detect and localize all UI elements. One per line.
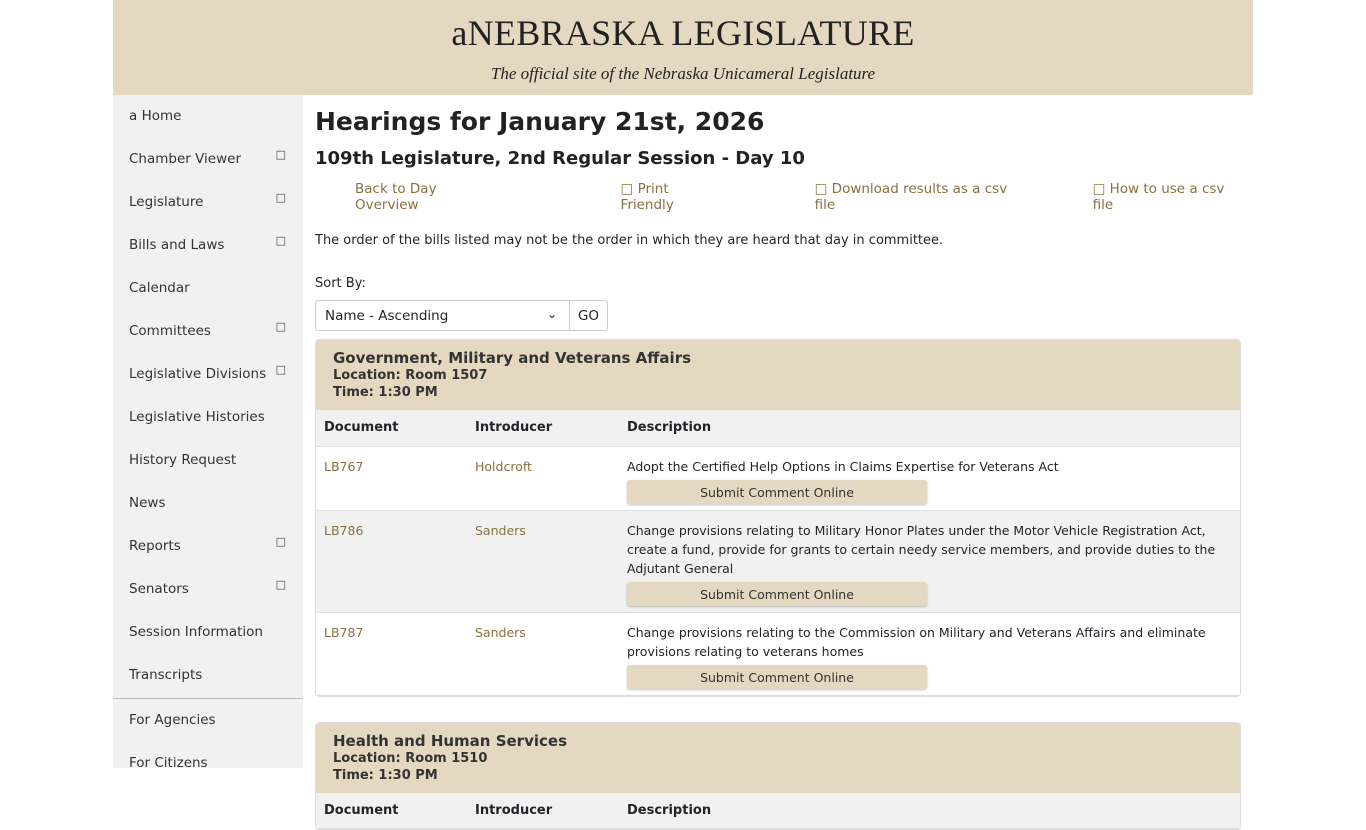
chevron-down-icon: □ (276, 148, 286, 161)
sidebar-item[interactable] (113, 699, 303, 742)
chevron-down-icon: □ (276, 320, 286, 333)
sidebar-item[interactable] (113, 396, 303, 439)
sidebar-item-label: Calendar (129, 280, 190, 296)
chevron-down-icon: □ (276, 234, 286, 247)
sidebar-item[interactable] (113, 568, 303, 611)
go-button[interactable]: GO (570, 300, 608, 331)
site-title[interactable]: aNEBRASKA LEGISLATURE (113, 12, 1253, 54)
committee-card (315, 722, 1241, 830)
sidebar-item-label: Session Information (129, 624, 263, 640)
chevron-down-icon: □ (276, 578, 286, 591)
committee-location: Location: Room 1507 (333, 367, 1223, 384)
sidebar-item[interactable] (113, 482, 303, 525)
sidebar-item-label: Senators (129, 581, 189, 597)
table-row (316, 446, 1240, 510)
sidebar-item-label: Reports (129, 538, 181, 554)
introducer-link[interactable]: Sanders (475, 625, 526, 640)
main-content (315, 95, 1241, 830)
bill-description: Change provisions relating to Military Honor Plates under the Motor Vehicle Registration Act, create a fund, provide for grants to certain needy service members, and provide duties to the Adjutant General (627, 521, 1232, 578)
sidebar-item[interactable] (113, 439, 303, 482)
sidebar-item-label: Legislative Histories (129, 409, 265, 425)
bill-link[interactable]: LB767 (324, 459, 363, 474)
column-header: Introducer (467, 793, 619, 829)
bill-description: Change provisions relating to the Commission on Military and Veterans Affairs and eliminate provisions relating to veterans homes (627, 623, 1232, 661)
sort-select[interactable] (315, 300, 570, 331)
sidebar-item[interactable] (113, 267, 303, 310)
download-csv-link[interactable]: □ Download results as a csv file (815, 181, 1021, 213)
sidebar-item[interactable] (113, 95, 303, 138)
sidebar-item-label: Transcripts (129, 667, 202, 683)
sidebar-item-label: Chamber Viewer (129, 151, 241, 167)
sidebar-item[interactable] (113, 138, 303, 181)
csv-help-link[interactable]: □ How to use a csv file (1093, 181, 1241, 213)
sidebar-item-label: Committees (129, 323, 211, 339)
sidebar-item-label: For Citizens (129, 755, 208, 771)
chevron-down-icon: □ (276, 363, 286, 376)
sidebar-item[interactable] (113, 525, 303, 568)
committee-location: Location: Room 1510 (333, 750, 1223, 767)
sidebar-item-label: For Agencies (129, 712, 216, 728)
committee-name: Health and Human Services (333, 732, 1223, 750)
session-subtitle: 109th Legislature, 2nd Regular Session - Day 10 (315, 148, 1241, 169)
sidebar-item-label: Legislative Divisions (129, 366, 266, 382)
sidebar-item[interactable] (113, 310, 303, 353)
submit-comment-button[interactable]: Submit Comment Online (627, 665, 927, 689)
column-header: Introducer (467, 410, 619, 446)
sidebar-item[interactable] (113, 611, 303, 654)
sidebar-nav (113, 95, 303, 768)
sidebar-item-label: a Home (129, 108, 181, 124)
sidebar-item[interactable] (113, 224, 303, 267)
sidebar-item[interactable] (113, 353, 303, 396)
introducer-link[interactable]: Holdcroft (475, 459, 532, 474)
committee-header (316, 723, 1240, 793)
page-title: Hearings for January 21st, 2026 (315, 107, 1241, 136)
table-row (316, 612, 1240, 695)
column-header: Document (316, 410, 467, 446)
site-subtitle: The official site of the Nebraska Unicameral Legislature (113, 64, 1253, 84)
column-header: Description (619, 793, 1240, 829)
sidebar-item-label: History Request (129, 452, 236, 468)
sidebar-item-label: Bills and Laws (129, 237, 224, 253)
sidebar-item-label: Legislature (129, 194, 203, 210)
committee-time: Time: 1:30 PM (333, 767, 1223, 784)
introducer-link[interactable]: Sanders (475, 523, 526, 538)
committee-header (316, 340, 1240, 410)
committee-card (315, 339, 1241, 697)
committee-time: Time: 1:30 PM (333, 384, 1223, 401)
back-to-day-overview-link[interactable]: Back to Day Overview (355, 181, 497, 213)
sidebar-item[interactable] (113, 742, 303, 785)
site-header (113, 0, 1253, 95)
hearing-table (316, 410, 1240, 696)
table-row (316, 510, 1240, 612)
action-links (315, 181, 1241, 213)
chevron-down-icon: ⌄ (547, 307, 557, 321)
order-note: The order of the bills listed may not be the order in which they are heard that day in committee. (315, 233, 1241, 248)
column-header: Description (619, 410, 1240, 446)
hearing-table (316, 793, 1240, 830)
print-friendly-link[interactable]: □ Print Friendly (621, 181, 721, 213)
sort-value: Name - Ascending (325, 308, 448, 324)
sort-label: Sort By: (315, 276, 1241, 291)
bill-link[interactable]: LB787 (324, 625, 363, 640)
bill-description: Adopt the Certified Help Options in Claims Expertise for Veterans Act (627, 457, 1232, 476)
committee-name: Government, Military and Veterans Affairs (333, 349, 1223, 367)
bill-link[interactable]: LB786 (324, 523, 363, 538)
sidebar-item[interactable] (113, 181, 303, 224)
column-header: Document (316, 793, 467, 829)
submit-comment-button[interactable]: Submit Comment Online (627, 582, 927, 606)
sidebar-item-label: News (129, 495, 165, 511)
chevron-down-icon: □ (276, 535, 286, 548)
sidebar-item[interactable] (113, 654, 303, 697)
submit-comment-button[interactable]: Submit Comment Online (627, 480, 927, 504)
chevron-down-icon: □ (276, 191, 286, 204)
